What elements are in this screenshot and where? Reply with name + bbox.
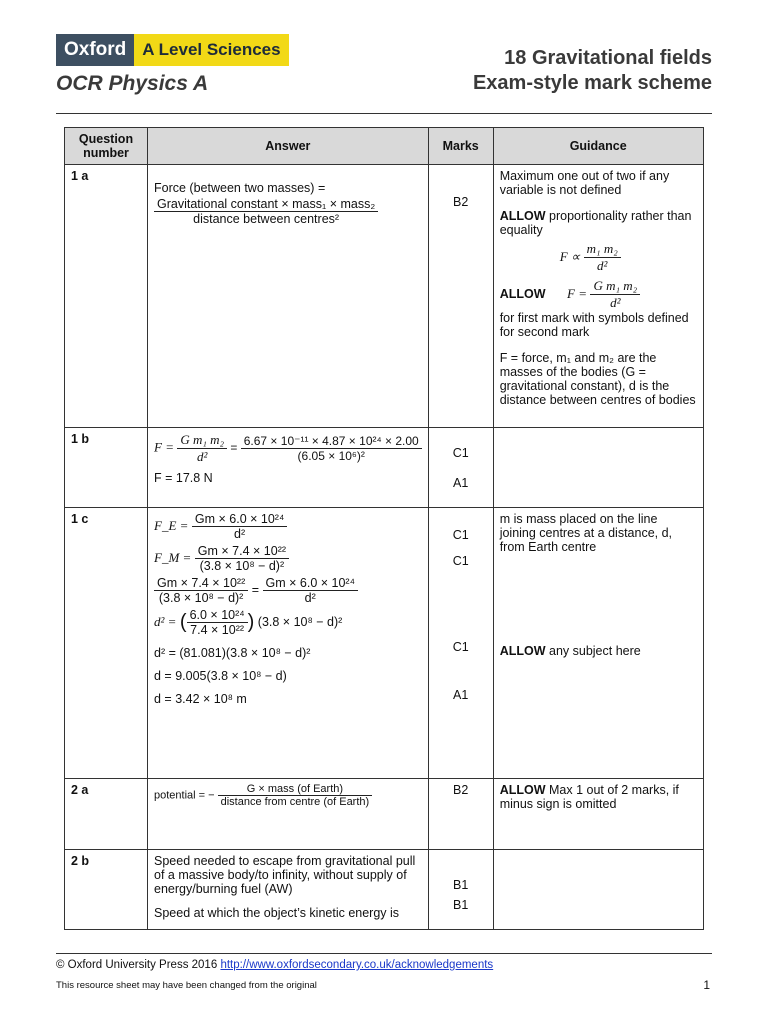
mark-code: B2: [453, 195, 469, 209]
mark-code: B2: [453, 783, 469, 797]
allow-label: ALLOW: [499, 209, 546, 223]
fraction-numerator: Gm × 7.4 × 10²²: [195, 544, 289, 559]
equation-lhs: F =: [567, 285, 587, 301]
fraction-denominator: d²: [304, 591, 316, 605]
equation-fraction: [177, 432, 227, 465]
fraction-denominator: d²: [596, 258, 608, 273]
question-number: 2 b: [65, 850, 148, 930]
fraction-numerator: Gm × 7.4 × 10²²: [154, 576, 248, 591]
answer-equation: [154, 512, 422, 541]
guidance-allow: [500, 209, 697, 237]
fraction-numerator: 6.0 × 10²⁴: [187, 608, 248, 623]
guidance-cell: [493, 508, 703, 779]
fraction-numerator: 6.67 × 10⁻¹¹ × 4.87 × 10²⁴ × 2.00: [241, 434, 422, 449]
guidance-text: Maximum one out of two if any variable is not defined: [499, 169, 670, 197]
fraction-numerator: Gm × 6.0 × 10²⁴: [263, 576, 358, 591]
guidance-allow: [500, 278, 697, 311]
guidance-text: m is mass placed on the line joining centres at a distance, d, from Earth centre: [499, 512, 673, 554]
page-number: 1: [703, 978, 710, 992]
guidance-text: proportionality rather than equality: [499, 209, 692, 237]
table-row: [65, 850, 704, 930]
equation-lhs: F =: [154, 439, 174, 455]
fraction-numerator: Gm × 6.0 × 10²⁴: [192, 512, 287, 527]
equation-fraction: [195, 544, 289, 573]
fraction-denominator: d²: [610, 295, 621, 310]
copyright-text: © Oxford University Press 2016: [56, 959, 218, 971]
header-question: Question number: [65, 128, 148, 165]
mark-code: A1: [453, 688, 469, 702]
table-row: [65, 508, 704, 779]
answer-equation: $\frac{\text{Gm × 7.4 × 10²²}}{\text{(3.8 × 10⁸ − d)²}}$ = $\frac{\text{Gm × 6.0 × 10²⁴}}{\text{d²}}$: [154, 576, 422, 605]
footer-copyright: [56, 959, 493, 971]
guidance-cell: [493, 850, 703, 930]
fraction-denominator: d²: [196, 449, 208, 464]
guidance-equation: [560, 241, 697, 274]
table-row: [65, 428, 704, 508]
marks-cell: [428, 850, 493, 930]
equation-rhs: (3.8 × 10⁸ − d)²: [257, 614, 343, 629]
allow-label: ALLOW: [499, 644, 546, 658]
mark-code: C1: [452, 554, 469, 568]
marks-cell: [428, 165, 493, 428]
question-number: 2 a: [65, 779, 148, 850]
equation-fraction: [241, 434, 422, 463]
answer-cell: [148, 850, 429, 930]
equation-fraction: [263, 576, 358, 605]
mark-scheme-table: [64, 127, 704, 930]
subject-title: OCR Physics A: [56, 72, 209, 95]
marks-cell: [428, 779, 493, 850]
answer-text: Speed needed to escape from gravitational pull of a massive body/to infinity, without supply of energy/burning fuel (AW): [154, 854, 416, 896]
equation-fraction: [192, 512, 287, 541]
fraction-numerator: G m₁ m₂: [590, 278, 640, 295]
guidance-cell: [493, 779, 703, 850]
guidance-text: for first mark with symbols defined for second mark: [499, 311, 689, 339]
fraction-denominator: d²: [234, 527, 246, 541]
mark-code: B1: [453, 898, 469, 912]
mark-code: C1: [452, 640, 469, 654]
acknowledgements-link[interactable]: http://www.oxfordsecondary.co.uk/acknowledgements: [220, 959, 494, 971]
answer-cell: [148, 779, 429, 850]
answer-equation: [154, 783, 422, 808]
guidance-definition: F = force, m₁ and m₂ are the masses of the bodies (G = gravitational constant), d is the distance between centres of bodies: [499, 351, 696, 407]
fraction-denominator: (3.8 × 10⁸ − d)²: [199, 559, 285, 573]
answer-text: Speed at which the object’s kinetic energy is: [154, 906, 400, 920]
marks-cell: [428, 508, 493, 779]
brand-series: A Level Sciences: [134, 34, 288, 66]
answer-result: d = 3.42 × 10⁸ m: [154, 692, 247, 706]
footer-divider: [56, 953, 712, 954]
equation-fraction: [154, 576, 248, 605]
table-header-row: [65, 128, 704, 165]
table-row: [65, 165, 704, 428]
fraction-denominator: 7.4 × 10²²: [190, 623, 245, 637]
fraction-denominator: (6.05 × 10⁶)²: [297, 449, 365, 463]
answer-text: Force (between two masses) =: [154, 181, 326, 195]
question-number: 1 c: [65, 508, 148, 779]
answer-equation: d² = (81.081)(3.8 × 10⁸ − d)²: [154, 646, 311, 660]
allow-label: ALLOW: [499, 783, 546, 797]
question-number: 1 b: [65, 428, 148, 508]
equation-fraction: [187, 608, 248, 637]
guidance-cell: [493, 428, 703, 508]
equation-fraction: [218, 783, 373, 808]
fraction-numerator: G m₁ m₂: [177, 432, 227, 449]
fraction-denominator: distance from centre (of Earth): [220, 796, 370, 808]
answer-equation: F = $\frac{\text{G m₁ m₂}}{\text{d²}}$ = $\frac{\text{6.67 × 10⁻¹¹ × 4.87 × 10²⁴ × 2.00}}{\text{(6.05 × 10⁶)²}}$: [154, 432, 422, 465]
answer-fraction: [154, 197, 378, 226]
header-marks: Marks: [428, 128, 493, 165]
table-row: [65, 779, 704, 850]
mark-code: C1: [452, 528, 469, 542]
mark-code: B1: [453, 878, 469, 892]
equation-lhs: F_E =: [154, 517, 189, 533]
equation-lhs: F ∝: [559, 248, 581, 264]
footer-note: This resource sheet may have been changed from the original: [56, 980, 317, 991]
answer-equation: d² = ( $\frac{\text{6.0 × 10²⁴}}{\text{7.4 × 10²²}}$ ) (3.8 × 10⁸ − d)²: [154, 608, 343, 637]
equation-fraction: [590, 278, 640, 311]
answer-cell: [148, 508, 429, 779]
header-guidance: Guidance: [493, 128, 703, 165]
fraction-numerator: Gravitational constant × mass₁ × mass₂: [154, 197, 378, 212]
fraction-numerator: m₁ m₂: [584, 241, 621, 258]
answer-equation: d = 9.005(3.8 × 10⁸ − d): [154, 669, 287, 683]
answer-result: F = 17.8 N: [154, 471, 213, 485]
marks-cell: [428, 428, 493, 508]
header-divider: [56, 113, 712, 114]
fraction-denominator: distance between centres²: [193, 212, 340, 226]
question-number: 1 a: [65, 165, 148, 428]
guidance-cell: [493, 165, 703, 428]
guidance-text: Max 1 out of 2 marks, if minus sign is omitted: [499, 783, 679, 811]
equation-lhs: F_M =: [154, 549, 192, 565]
guidance-text: any subject here: [549, 644, 641, 658]
header-answer: Answer: [148, 128, 429, 165]
brand-header: [56, 34, 289, 96]
fraction-denominator: (3.8 × 10⁸ − d)²: [158, 591, 244, 605]
fraction-numerator: G × mass (of Earth): [218, 783, 373, 796]
brand-oxford: Oxford: [56, 34, 134, 66]
mark-code: C1: [452, 446, 469, 460]
answer-cell: [148, 428, 429, 508]
title-line-1: 18 Gravitational fields: [504, 47, 712, 69]
equation-lhs: d² =: [154, 613, 177, 629]
answer-equation: [154, 544, 422, 573]
title-line-2: Exam-style mark scheme: [472, 72, 712, 94]
guidance-allow: [500, 644, 697, 658]
equation-fraction: [584, 241, 621, 274]
equation-lhs: potential = −: [154, 789, 215, 802]
allow-label: ALLOW: [499, 286, 546, 301]
document-title: [473, 46, 712, 96]
answer-cell: [148, 165, 429, 428]
publisher-logo: [56, 34, 289, 66]
mark-code: A1: [453, 476, 469, 490]
